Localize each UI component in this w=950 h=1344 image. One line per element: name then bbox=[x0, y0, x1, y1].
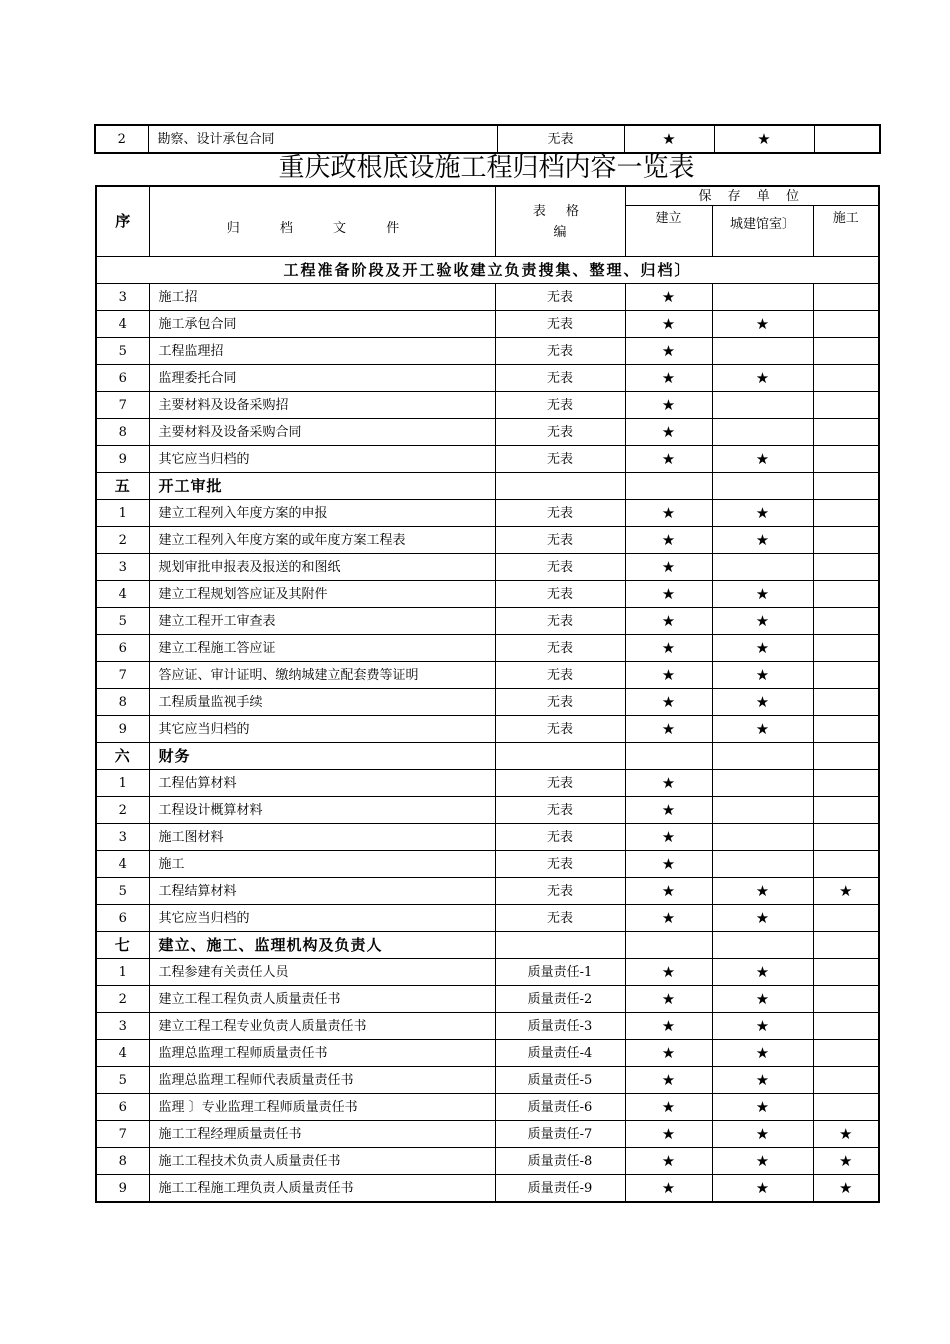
form-code: 无表 bbox=[495, 662, 625, 689]
page-title: 重庆政根底设施工程归档内容一览表 bbox=[278, 153, 695, 183]
keep-mark-archive: ★ bbox=[712, 1175, 813, 1203]
continued-table bbox=[94, 124, 881, 154]
form-code: 无表 bbox=[495, 608, 625, 635]
keep-mark-archive: ★ bbox=[712, 365, 813, 392]
document-name: 施工 bbox=[149, 851, 495, 878]
table-row bbox=[96, 851, 879, 878]
row-number: 8 bbox=[96, 689, 149, 716]
keep-mark-construction: ★ bbox=[625, 662, 712, 689]
table-row bbox=[96, 311, 879, 338]
keep-mark-contractor: ★ bbox=[813, 1175, 879, 1203]
keep-mark-archive: ★ bbox=[712, 1040, 813, 1067]
header-row bbox=[96, 186, 879, 206]
keep-mark-archive: ★ bbox=[712, 446, 813, 473]
document-name: 其它应当归档的 bbox=[149, 446, 495, 473]
keep-mark-construction: ★ bbox=[625, 905, 712, 932]
document-name: 其它应当归档的 bbox=[149, 905, 495, 932]
section-blank-form bbox=[495, 932, 625, 959]
keep-mark-construction: ★ bbox=[625, 959, 712, 986]
form-code: 质量责任-1 bbox=[495, 959, 625, 986]
table-row bbox=[95, 125, 880, 153]
form-code: 无表 bbox=[495, 554, 625, 581]
keep-mark-archive: ★ bbox=[714, 125, 814, 153]
row-number: 2 bbox=[96, 527, 149, 554]
table-row bbox=[96, 608, 879, 635]
form-code: 质量责任-2 bbox=[495, 986, 625, 1013]
form-code: 无表 bbox=[495, 311, 625, 338]
document-name: 勘察、设计承包合同 bbox=[148, 125, 497, 153]
table-row bbox=[96, 446, 879, 473]
stage-heading: 工程准备阶段及开工验收建立负责搜集、整理、归档〕 bbox=[96, 257, 879, 284]
keep-mark-archive bbox=[712, 419, 813, 446]
form-code: 无表 bbox=[495, 365, 625, 392]
row-number: 6 bbox=[96, 365, 149, 392]
form-code: 无表 bbox=[497, 125, 624, 153]
document-name: 工程质量监视手续 bbox=[149, 689, 495, 716]
table-row bbox=[96, 365, 879, 392]
keep-mark-archive: ★ bbox=[712, 527, 813, 554]
row-number: 2 bbox=[95, 125, 148, 153]
table-row bbox=[96, 959, 879, 986]
keep-mark-archive: ★ bbox=[712, 500, 813, 527]
keep-mark-archive: ★ bbox=[712, 635, 813, 662]
header-form-code bbox=[495, 186, 625, 257]
keep-mark-contractor bbox=[813, 1013, 879, 1040]
table-row bbox=[96, 662, 879, 689]
form-code: 无表 bbox=[495, 851, 625, 878]
form-code: 无表 bbox=[495, 392, 625, 419]
document-name: 施工图材料 bbox=[149, 824, 495, 851]
section-blank-a bbox=[625, 473, 712, 500]
keep-mark-construction: ★ bbox=[625, 1121, 712, 1148]
keep-mark-contractor bbox=[813, 608, 879, 635]
stage-row bbox=[96, 257, 879, 284]
table-row bbox=[96, 689, 879, 716]
keep-mark-contractor bbox=[813, 905, 879, 932]
keep-mark-construction: ★ bbox=[625, 1040, 712, 1067]
section-blank-form bbox=[495, 473, 625, 500]
header-archive: 城建馆室〕 bbox=[712, 206, 813, 257]
keep-mark-construction: ★ bbox=[625, 716, 712, 743]
row-number: 3 bbox=[96, 1013, 149, 1040]
keep-mark-contractor bbox=[813, 446, 879, 473]
document-name: 主要材料及设备采购合同 bbox=[149, 419, 495, 446]
keep-mark-archive bbox=[712, 284, 813, 311]
document-name: 监理委托合同 bbox=[149, 365, 495, 392]
section-blank-b bbox=[712, 473, 813, 500]
document-name: 工程结算材料 bbox=[149, 878, 495, 905]
form-code: 质量责任-7 bbox=[495, 1121, 625, 1148]
keep-mark-construction: ★ bbox=[625, 635, 712, 662]
keep-mark-archive: ★ bbox=[712, 581, 813, 608]
table-row bbox=[96, 581, 879, 608]
table-row bbox=[96, 824, 879, 851]
header-keep-units: 保 存 单 位 bbox=[625, 186, 879, 206]
table-row bbox=[96, 1067, 879, 1094]
keep-mark-archive: ★ bbox=[712, 1148, 813, 1175]
row-number: 2 bbox=[96, 797, 149, 824]
row-number: 5 bbox=[96, 878, 149, 905]
table-row bbox=[96, 770, 879, 797]
keep-mark-contractor: ★ bbox=[813, 878, 879, 905]
header-document: 归 档 文 件 bbox=[149, 186, 495, 257]
keep-mark-contractor bbox=[813, 338, 879, 365]
document-name: 工程参建有关责任人员 bbox=[149, 959, 495, 986]
keep-mark-contractor bbox=[813, 770, 879, 797]
document-name: 主要材料及设备采购招 bbox=[149, 392, 495, 419]
document-name: 施工承包合同 bbox=[149, 311, 495, 338]
keep-mark-contractor bbox=[813, 824, 879, 851]
row-number: 5 bbox=[96, 608, 149, 635]
row-number: 1 bbox=[96, 500, 149, 527]
table-row bbox=[96, 1040, 879, 1067]
table-row bbox=[96, 635, 879, 662]
row-number: 4 bbox=[96, 1040, 149, 1067]
keep-mark-construction: ★ bbox=[625, 527, 712, 554]
table-body bbox=[96, 257, 879, 1203]
document-name: 建立工程工程负责人质量责任书 bbox=[149, 986, 495, 1013]
section-row bbox=[96, 743, 879, 770]
keep-mark-contractor bbox=[813, 419, 879, 446]
section-blank-c bbox=[813, 743, 879, 770]
document-name: 建立工程工程专业负责人质量责任书 bbox=[149, 1013, 495, 1040]
keep-mark-contractor: ★ bbox=[813, 1148, 879, 1175]
row-number: 6 bbox=[96, 1094, 149, 1121]
keep-mark-contractor: ★ bbox=[813, 1121, 879, 1148]
keep-mark-construction: ★ bbox=[625, 1067, 712, 1094]
header-construction: 建立 bbox=[625, 206, 712, 257]
keep-mark-construction: ★ bbox=[625, 554, 712, 581]
form-code: 无表 bbox=[495, 824, 625, 851]
keep-mark-construction: ★ bbox=[625, 986, 712, 1013]
row-number: 4 bbox=[96, 311, 149, 338]
archive-table bbox=[95, 185, 880, 1203]
form-code: 质量责任-6 bbox=[495, 1094, 625, 1121]
keep-mark-archive: ★ bbox=[712, 716, 813, 743]
keep-mark-archive: ★ bbox=[712, 608, 813, 635]
document-name: 答应证、审计证明、缴纳城建立配套费等证明 bbox=[149, 662, 495, 689]
keep-mark-contractor bbox=[813, 1067, 879, 1094]
keep-mark-construction: ★ bbox=[625, 1175, 712, 1203]
section-blank-form bbox=[495, 743, 625, 770]
form-code: 质量责任-9 bbox=[495, 1175, 625, 1203]
table-row bbox=[96, 797, 879, 824]
keep-mark-archive bbox=[712, 554, 813, 581]
table-row bbox=[96, 392, 879, 419]
row-number: 3 bbox=[96, 284, 149, 311]
form-code: 无表 bbox=[495, 338, 625, 365]
row-number: 9 bbox=[96, 716, 149, 743]
row-number: 4 bbox=[96, 851, 149, 878]
keep-mark-contractor bbox=[813, 1040, 879, 1067]
keep-mark-archive bbox=[712, 392, 813, 419]
keep-mark-archive: ★ bbox=[712, 905, 813, 932]
row-number: 6 bbox=[96, 635, 149, 662]
row-number: 3 bbox=[96, 554, 149, 581]
keep-mark-contractor bbox=[813, 797, 879, 824]
keep-mark-contractor bbox=[813, 959, 879, 986]
keep-mark-construction: ★ bbox=[625, 365, 712, 392]
row-number: 9 bbox=[96, 1175, 149, 1203]
document-name: 工程监理招 bbox=[149, 338, 495, 365]
keep-mark-archive: ★ bbox=[712, 689, 813, 716]
table-row bbox=[96, 338, 879, 365]
keep-mark-archive bbox=[712, 851, 813, 878]
section-blank-b bbox=[712, 743, 813, 770]
form-code: 无表 bbox=[495, 527, 625, 554]
header-form-line1: 表 格 bbox=[532, 203, 588, 219]
form-code: 无表 bbox=[495, 689, 625, 716]
keep-mark-construction: ★ bbox=[625, 338, 712, 365]
keep-mark-contractor bbox=[813, 689, 879, 716]
keep-mark-construction: ★ bbox=[625, 419, 712, 446]
keep-mark-contractor bbox=[813, 554, 879, 581]
keep-mark-contractor bbox=[813, 716, 879, 743]
keep-mark-construction: ★ bbox=[624, 125, 714, 153]
table-row bbox=[96, 527, 879, 554]
keep-mark-construction: ★ bbox=[625, 1013, 712, 1040]
document-name: 监理 〕专业监理工程师质量责任书 bbox=[149, 1094, 495, 1121]
section-number: 五 bbox=[96, 473, 149, 500]
keep-mark-contractor bbox=[813, 284, 879, 311]
form-code: 无表 bbox=[495, 500, 625, 527]
row-number: 1 bbox=[96, 959, 149, 986]
keep-mark-archive: ★ bbox=[712, 1013, 813, 1040]
section-blank-a bbox=[625, 743, 712, 770]
header-form-line2: 编 bbox=[553, 224, 567, 240]
row-number: 3 bbox=[96, 824, 149, 851]
row-number: 4 bbox=[96, 581, 149, 608]
row-number: 6 bbox=[96, 905, 149, 932]
form-code: 质量责任-5 bbox=[495, 1067, 625, 1094]
keep-mark-archive bbox=[712, 824, 813, 851]
keep-mark-construction: ★ bbox=[625, 797, 712, 824]
form-code: 无表 bbox=[495, 581, 625, 608]
keep-mark-contractor bbox=[813, 1094, 879, 1121]
keep-mark-contractor bbox=[814, 125, 880, 153]
keep-mark-archive: ★ bbox=[712, 959, 813, 986]
document-name: 其它应当归档的 bbox=[149, 716, 495, 743]
keep-mark-contractor bbox=[813, 986, 879, 1013]
table-row bbox=[96, 419, 879, 446]
document-name: 工程设计概算材料 bbox=[149, 797, 495, 824]
keep-mark-archive bbox=[712, 338, 813, 365]
document-name: 施工招 bbox=[149, 284, 495, 311]
document-name: 建立工程开工审查表 bbox=[149, 608, 495, 635]
table-row bbox=[96, 905, 879, 932]
keep-mark-contractor bbox=[813, 311, 879, 338]
keep-mark-contractor bbox=[813, 851, 879, 878]
keep-mark-archive: ★ bbox=[712, 311, 813, 338]
keep-mark-archive: ★ bbox=[712, 986, 813, 1013]
section-number: 七 bbox=[96, 932, 149, 959]
keep-mark-construction: ★ bbox=[625, 851, 712, 878]
document-name: 施工工程施工理负责人质量责任书 bbox=[149, 1175, 495, 1203]
section-blank-c bbox=[813, 932, 879, 959]
keep-mark-construction: ★ bbox=[625, 878, 712, 905]
form-code: 质量责任-3 bbox=[495, 1013, 625, 1040]
keep-mark-construction: ★ bbox=[625, 824, 712, 851]
keep-mark-construction: ★ bbox=[625, 1148, 712, 1175]
table-row bbox=[96, 1121, 879, 1148]
form-code: 无表 bbox=[495, 284, 625, 311]
form-code: 无表 bbox=[495, 635, 625, 662]
form-code: 无表 bbox=[495, 446, 625, 473]
table-row bbox=[96, 1148, 879, 1175]
document-name: 工程估算材料 bbox=[149, 770, 495, 797]
form-code: 无表 bbox=[495, 770, 625, 797]
row-number: 7 bbox=[96, 1121, 149, 1148]
row-number: 2 bbox=[96, 986, 149, 1013]
keep-mark-archive bbox=[712, 770, 813, 797]
document-name: 建立工程规划答应证及其附件 bbox=[149, 581, 495, 608]
section-row bbox=[96, 932, 879, 959]
form-code: 无表 bbox=[495, 797, 625, 824]
keep-mark-construction: ★ bbox=[625, 446, 712, 473]
keep-mark-contractor bbox=[813, 392, 879, 419]
keep-mark-construction: ★ bbox=[625, 770, 712, 797]
keep-mark-construction: ★ bbox=[625, 1094, 712, 1121]
row-number: 1 bbox=[96, 770, 149, 797]
form-code: 质量责任-8 bbox=[495, 1148, 625, 1175]
keep-mark-construction: ★ bbox=[625, 689, 712, 716]
document-name: 建立工程列入年度方案的申报 bbox=[149, 500, 495, 527]
section-blank-c bbox=[813, 473, 879, 500]
form-code: 无表 bbox=[495, 716, 625, 743]
row-number: 5 bbox=[96, 1067, 149, 1094]
header-contractor: 施工 bbox=[813, 206, 879, 257]
section-number: 六 bbox=[96, 743, 149, 770]
row-number: 8 bbox=[96, 1148, 149, 1175]
document-name: 监理总监理工程师代表质量责任书 bbox=[149, 1067, 495, 1094]
row-number: 9 bbox=[96, 446, 149, 473]
keep-mark-construction: ★ bbox=[625, 581, 712, 608]
table-row bbox=[96, 986, 879, 1013]
row-number: 5 bbox=[96, 338, 149, 365]
form-code: 无表 bbox=[495, 905, 625, 932]
document-name: 建立工程施工答应证 bbox=[149, 635, 495, 662]
keep-mark-construction: ★ bbox=[625, 500, 712, 527]
keep-mark-contractor bbox=[813, 581, 879, 608]
keep-mark-archive: ★ bbox=[712, 662, 813, 689]
keep-mark-archive: ★ bbox=[712, 1067, 813, 1094]
keep-mark-contractor bbox=[813, 635, 879, 662]
header-number: 序 bbox=[96, 186, 149, 257]
keep-mark-contractor bbox=[813, 500, 879, 527]
keep-mark-contractor bbox=[813, 662, 879, 689]
row-number: 7 bbox=[96, 392, 149, 419]
keep-mark-archive: ★ bbox=[712, 878, 813, 905]
document-name: 建立工程列入年度方案的或年度方案工程表 bbox=[149, 527, 495, 554]
form-code: 无表 bbox=[495, 878, 625, 905]
row-number: 8 bbox=[96, 419, 149, 446]
table-row bbox=[96, 878, 879, 905]
keep-mark-archive bbox=[712, 797, 813, 824]
document-name: 施工工程技术负责人质量责任书 bbox=[149, 1148, 495, 1175]
table-row bbox=[96, 1013, 879, 1040]
document-name: 施工工程经理质量责任书 bbox=[149, 1121, 495, 1148]
section-row bbox=[96, 473, 879, 500]
table-row bbox=[96, 1175, 879, 1203]
form-code: 无表 bbox=[495, 419, 625, 446]
keep-mark-contractor bbox=[813, 527, 879, 554]
section-title: 建立、施工、监理机构及负责人 bbox=[149, 932, 495, 959]
document-name: 规划审批申报表及报送的和图纸 bbox=[149, 554, 495, 581]
section-title: 财务 bbox=[149, 743, 495, 770]
table-row bbox=[96, 284, 879, 311]
keep-mark-contractor bbox=[813, 365, 879, 392]
section-blank-b bbox=[712, 932, 813, 959]
keep-mark-construction: ★ bbox=[625, 392, 712, 419]
table-row bbox=[96, 554, 879, 581]
keep-mark-construction: ★ bbox=[625, 608, 712, 635]
table-row bbox=[96, 716, 879, 743]
section-blank-a bbox=[625, 932, 712, 959]
keep-mark-construction: ★ bbox=[625, 284, 712, 311]
keep-mark-archive: ★ bbox=[712, 1121, 813, 1148]
keep-mark-archive: ★ bbox=[712, 1094, 813, 1121]
form-code: 质量责任-4 bbox=[495, 1040, 625, 1067]
keep-mark-construction: ★ bbox=[625, 311, 712, 338]
section-title: 开工审批 bbox=[149, 473, 495, 500]
document-name: 监理总监理工程师质量责任书 bbox=[149, 1040, 495, 1067]
table-row bbox=[96, 1094, 879, 1121]
row-number: 7 bbox=[96, 662, 149, 689]
table-row bbox=[96, 500, 879, 527]
